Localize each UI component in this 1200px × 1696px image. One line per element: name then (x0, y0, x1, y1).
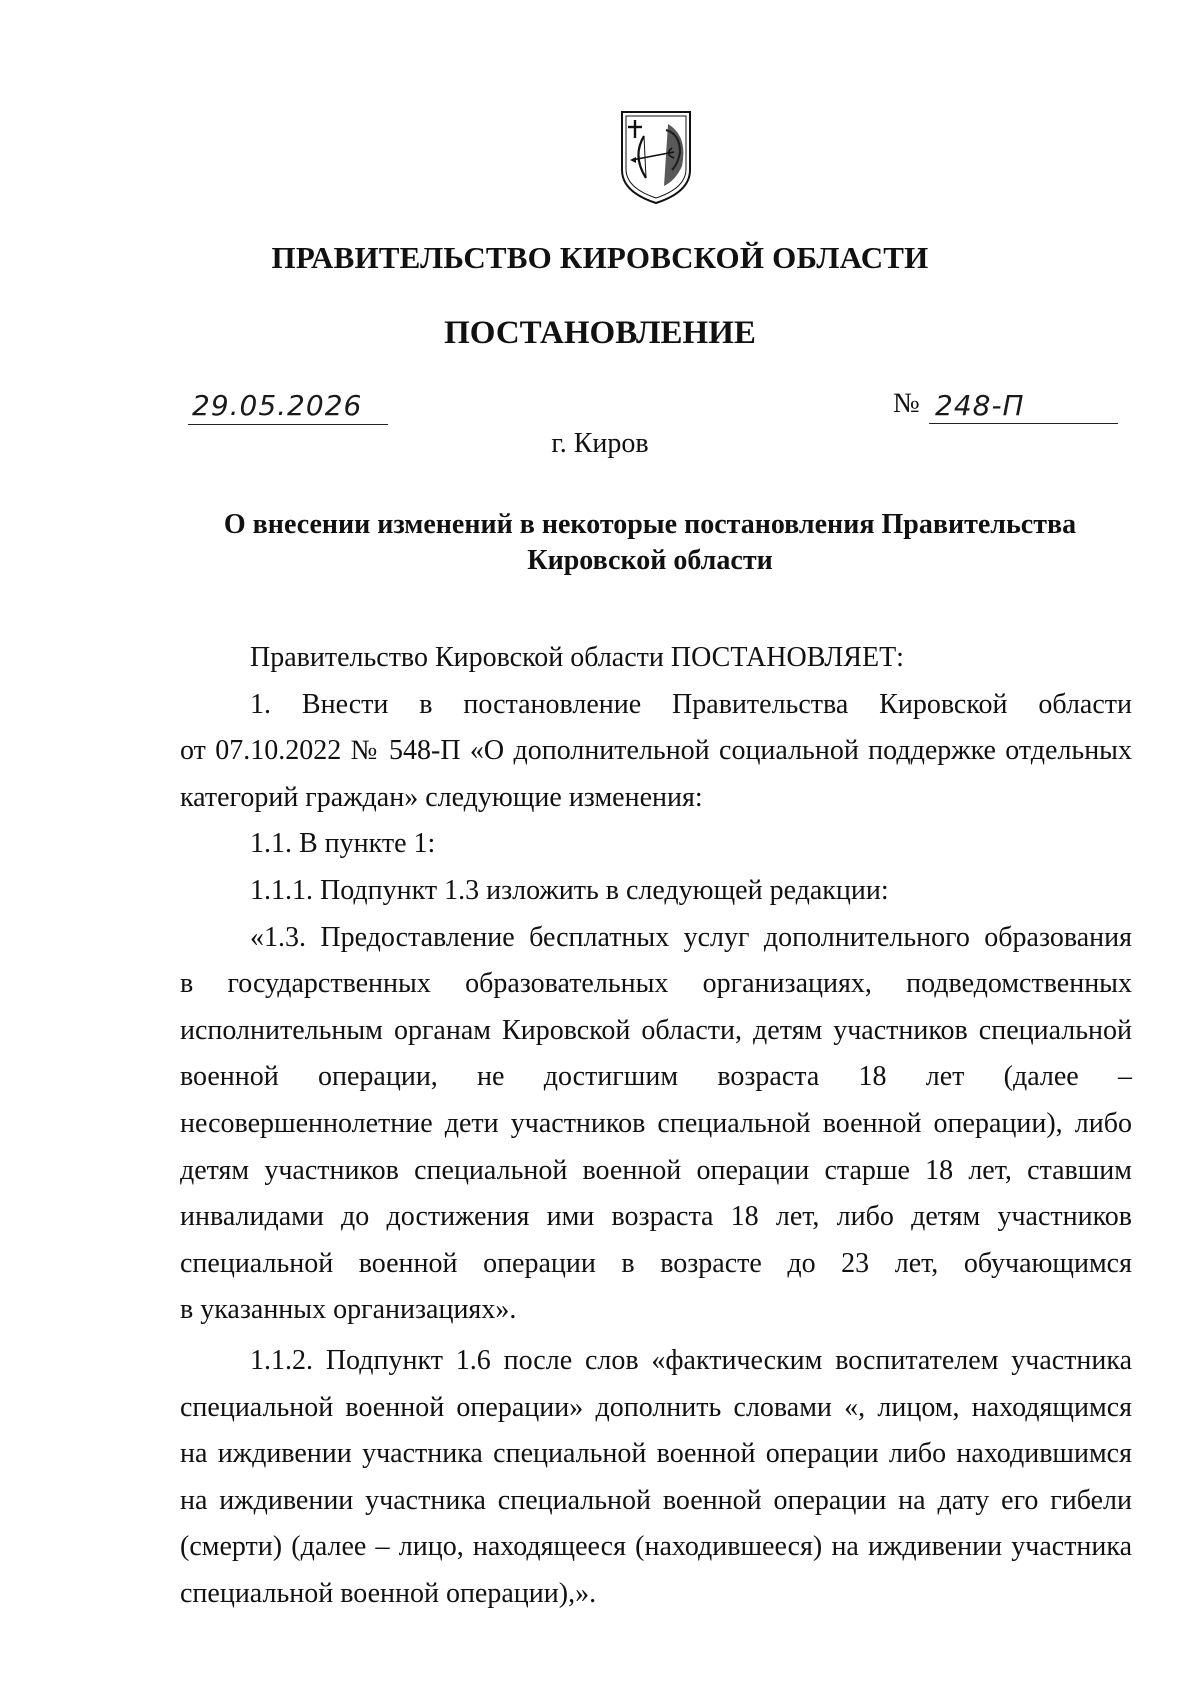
document-subject (220, 507, 1080, 579)
document-body (180, 635, 1132, 1617)
document-date (188, 388, 388, 425)
handwritten-number: 248-П (935, 389, 1025, 422)
body-line: исполнительным органам Кировской области, детям участников специальной (180, 1014, 1132, 1046)
body-line: 1.1.1. Подпункт 1.3 изложить в следующей редакции: (250, 874, 889, 906)
body-line: на иждивении участника специальной военной операции на дату его гибели (180, 1484, 1132, 1516)
body-line: несовершеннолетние дети участников специальной военной операции), либо (180, 1107, 1132, 1139)
body-line: 1. Внести в постановление Правительства Кировской области (250, 688, 1132, 720)
document-number (893, 386, 1118, 424)
kirov-coat-of-arms-icon (618, 108, 694, 206)
subject-line: О внесении изменений в некоторые постановления Правительства (223, 509, 1077, 540)
body-line: от 07.10.2022 № 548-П «О дополнительной социальной поддержке отдельных (180, 735, 1132, 767)
body-line: специальной военной операции в возрасте до 23 лет, обучающимся (180, 1247, 1132, 1279)
body-line: в указанных организациях». (180, 1294, 517, 1326)
body-line: военной операции, не достигшим возраста 18 лет (далее – (180, 1061, 1132, 1093)
document-type: ПОСТАНОВЛЕНИЕ (444, 315, 756, 351)
body-line: 1.1. В пункте 1: (250, 828, 436, 860)
body-line: специальной военной операции» дополнить словами «, лицом, находящимся (180, 1391, 1132, 1423)
body-line: специальной военной операции),». (180, 1577, 597, 1609)
government-title: ПРАВИТЕЛЬСТВО КИРОВСКОЙ ОБЛАСТИ (271, 240, 929, 275)
number-underline (929, 423, 1118, 424)
body-line: детям участников специальной военной операции старше 18 лет, ставшим (180, 1154, 1132, 1186)
handwritten-date: 29.05.2026 (192, 389, 363, 422)
body-line: на иждивении участника специальной военной операции либо находившимся (180, 1438, 1132, 1470)
number-sign: № (893, 388, 920, 419)
body-line: (смерти) (далее – лицо, находящееся (находившееся) на иждивении участника (180, 1531, 1132, 1563)
body-line: 1.1.2. Подпункт 1.6 после слов «фактическим воспитателем участника (250, 1344, 1132, 1376)
body-line: категорий граждан» следующие изменения: (180, 781, 703, 813)
body-line: в государственных образовательных организациях, подведомственных (180, 968, 1132, 1000)
subject-line: Кировской области (527, 545, 773, 576)
city: г. Киров (551, 428, 649, 459)
body-line: инвалидами до достижения ими возраста 18 лет, либо детям участников (180, 1201, 1132, 1233)
intro-paragraph: Правительство Кировской области ПОСТАНОВЛЯЕТ: (250, 642, 904, 673)
body-line: «1.3. Предоставление бесплатных услуг дополнительного образования (250, 921, 1132, 953)
